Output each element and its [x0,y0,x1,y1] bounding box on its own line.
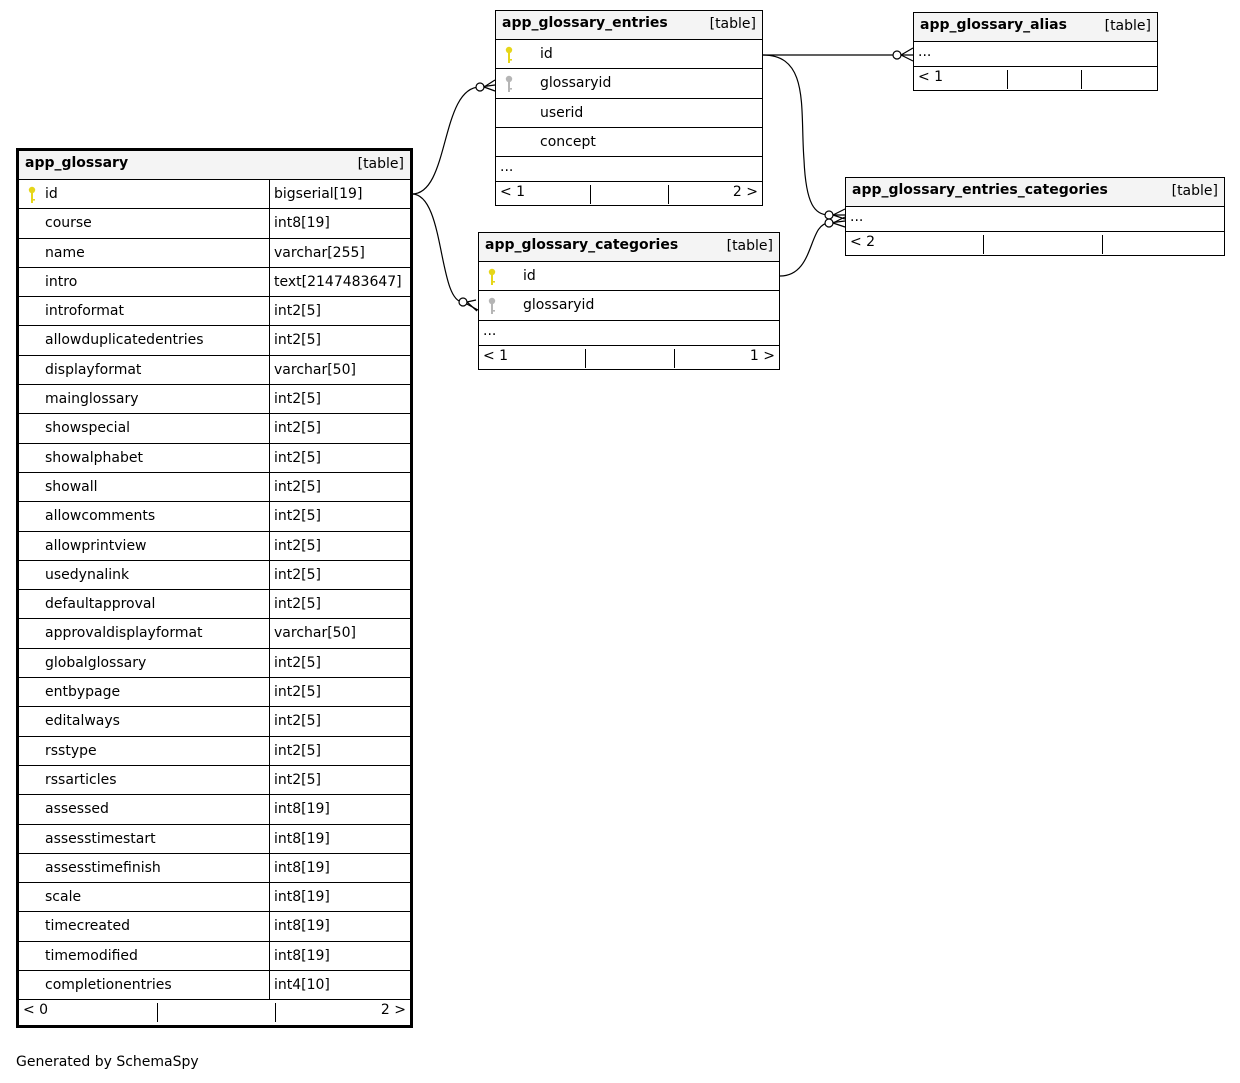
column-type: int2[5] [269,766,410,794]
table-name: app_glossary_entries_categories [852,182,1108,198]
column-name: defaultapproval [45,596,156,613]
column-row[interactable] [19,707,410,736]
column-row[interactable] [19,883,410,912]
table-app-glossary-alias[interactable] [913,12,1158,91]
column-name: rsstype [45,742,97,759]
column-type: varchar[255] [269,239,410,267]
table-type: [table] [1104,18,1151,34]
more-columns: ... [914,42,1157,67]
column-name: rssarticles [45,771,117,788]
column-row[interactable] [496,128,762,157]
column-row[interactable] [19,297,410,326]
primary-key-icon [487,268,497,286]
table-footer [846,232,1224,255]
column-row[interactable] [19,971,410,1000]
table-name: app_glossary_categories [485,237,679,253]
column-row[interactable] [19,619,410,648]
column-name: displayformat [45,361,142,378]
column-name: assesstimestart [45,830,156,847]
children-count: 2 > [380,1002,406,1019]
column-row[interactable] [496,69,762,98]
column-name: assesstimefinish [45,859,161,876]
column-row[interactable] [19,854,410,883]
column-name: intro [45,273,78,290]
column-name: approvaldisplayformat [45,625,203,642]
column-type: int2[5] [269,590,410,618]
foreign-key-icon [504,75,514,93]
column-type: int2[5] [269,385,410,413]
table-type: [table] [709,16,756,32]
column-row[interactable] [496,99,762,128]
table-app-glossary[interactable] [16,148,413,1028]
column-type: int2[5] [269,326,410,354]
column-row[interactable] [19,444,410,473]
column-name: allowcomments [45,508,156,525]
column-type: int8[19] [269,912,410,940]
column-type: int2[5] [269,502,410,530]
column-name: timemodified [45,947,138,964]
column-row[interactable] [19,326,410,355]
column-name: id [523,268,536,284]
table-header [496,11,762,40]
column-name: concept [540,133,596,150]
column-type: int8[19] [269,795,410,823]
foreign-key-icon [487,297,497,315]
column-name: showspecial [45,420,131,437]
column-type: varchar[50] [269,619,410,647]
column-row[interactable] [479,291,779,320]
column-name: entbypage [45,684,121,701]
column-name: introformat [45,303,124,320]
column-row[interactable] [19,180,410,209]
rel-entries-entcat [763,55,845,215]
column-name: allowprintview [45,537,147,554]
parents-count: < 2 [850,234,876,250]
column-row[interactable] [19,561,410,590]
column-type: text[2147483647] [269,268,410,296]
column-row[interactable] [479,262,779,291]
column-name: completionentries [45,977,172,994]
table-header [19,151,410,180]
more-columns: ... [479,321,779,346]
table-app-glossary-entries-categories[interactable] [845,177,1225,256]
column-row[interactable] [19,649,410,678]
column-type: int2[5] [269,444,410,472]
column-name: usedynalink [45,566,130,583]
table-type: [table] [357,156,404,172]
column-row[interactable] [19,766,410,795]
table-footer [496,182,762,205]
column-name: assessed [45,801,109,818]
column-name: showall [45,478,98,495]
column-name: glossaryid [523,297,595,314]
column-row[interactable] [19,678,410,707]
table-type: [table] [1171,183,1218,199]
column-name: name [45,244,85,261]
primary-key-icon [27,186,37,204]
table-type: [table] [726,238,773,254]
parents-count: < 0 [23,1002,49,1019]
column-name: glossaryid [540,75,612,92]
column-type: int2[5] [269,737,410,765]
column-name: course [45,215,92,232]
parents-count: < 1 [483,347,509,364]
more-columns: ... [496,157,762,182]
column-name: globalglossary [45,654,147,671]
rel-glossary-entries [412,85,495,194]
column-type: int8[19] [269,825,410,853]
column-type: int8[19] [269,883,410,911]
column-type: int2[5] [269,678,410,706]
column-row[interactable] [19,532,410,561]
column-type: varchar[50] [269,356,410,384]
column-type: int8[19] [269,854,410,882]
rel-categories-entcat [780,221,845,276]
column-type: int2[5] [269,707,410,735]
parents-count: < 1 [500,184,526,201]
table-header [479,233,779,262]
column-type: int2[5] [269,297,410,325]
column-type: int8[19] [269,209,410,237]
column-name: mainglossary [45,391,139,408]
primary-key-icon [504,46,514,64]
table-footer [914,67,1157,90]
column-row[interactable] [19,502,410,531]
generated-by-credit: Generated by SchemaSpy [16,1054,199,1070]
parents-count: < 1 [918,69,944,85]
column-name: allowduplicatedentries [45,332,204,349]
table-footer [479,346,779,369]
column-row[interactable] [19,825,410,854]
children-count: 2 > [732,184,758,201]
table-name: app_glossary_entries [502,15,668,31]
column-row[interactable] [19,590,410,619]
children-count: 1 > [749,347,775,364]
column-name: showalphabet [45,449,143,466]
column-type: int8[19] [269,942,410,970]
column-name: id [45,186,58,202]
column-row[interactable] [496,40,762,69]
column-row[interactable] [19,356,410,385]
column-row[interactable] [19,737,410,766]
column-type: int2[5] [269,414,410,442]
rel-glossary-categories [412,194,478,310]
column-row[interactable] [19,912,410,941]
column-type: int4[10] [269,971,410,999]
column-name: scale [45,889,82,906]
column-row[interactable] [19,209,410,238]
column-name: userid [540,104,584,121]
column-row[interactable] [19,385,410,414]
column-row[interactable] [19,942,410,971]
column-row[interactable] [19,414,410,443]
more-columns: ... [846,207,1224,232]
column-row[interactable] [19,268,410,297]
column-row[interactable] [19,795,410,824]
column-row[interactable] [19,473,410,502]
table-name: app_glossary_alias [920,17,1067,33]
column-name: timecreated [45,918,130,935]
column-type: int2[5] [269,532,410,560]
table-app-glossary-categories[interactable] [478,232,780,370]
table-name: app_glossary [25,155,129,171]
table-footer [19,1000,410,1023]
table-header [914,13,1157,42]
column-type: int2[5] [269,561,410,589]
table-app-glossary-entries[interactable] [495,10,763,206]
column-name: editalways [45,713,120,730]
column-type: int2[5] [269,473,410,501]
column-row[interactable] [19,239,410,268]
column-name: id [540,46,553,62]
column-type: bigserial[19] [269,180,410,208]
table-header [846,178,1224,207]
column-type: int2[5] [269,649,410,677]
